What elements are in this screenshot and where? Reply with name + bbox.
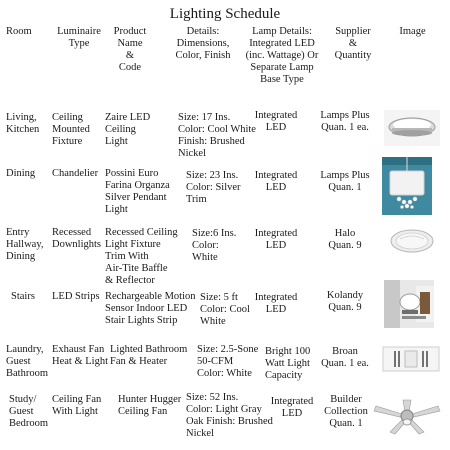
cell-room: Entry Hallway, Dining xyxy=(6,227,44,262)
cell-lamp: Integrated LED xyxy=(254,170,298,193)
led-strip-light-icon xyxy=(384,280,434,328)
cell-details: Size: 52 Ins. Color: Light Gray Oak Finish: Brushed Nickel xyxy=(186,392,273,439)
cell-lamp: Integrated LED xyxy=(270,396,314,419)
cell-luminaire: Ceiling Fan With Light xyxy=(52,394,102,417)
cell-luminaire: Exhaust Fan Heat & Light xyxy=(52,344,108,367)
cell-product: Recessed Ceiling Light Fixture Trim With Air-Tite Baffle & Reflector xyxy=(105,227,178,286)
ceiling-fan-icon xyxy=(372,398,442,438)
header-product: Product Name & Code xyxy=(113,26,147,73)
cell-supplier: Halo Quan. 9 xyxy=(328,228,362,251)
cell-product: Lighted Bathroom Fan & Heater xyxy=(110,344,188,367)
cell-details: Size: 17 Ins. Color: Cool White Finish: Brushed Nickel xyxy=(178,112,256,159)
cell-product: Hunter Hugger Ceiling Fan xyxy=(118,394,182,417)
header-room: Room xyxy=(6,26,32,37)
cell-lamp: Integrated LED xyxy=(254,228,298,251)
cell-room: Stairs xyxy=(11,291,35,302)
cell-luminaire: Chandelier xyxy=(52,168,99,179)
header-lamp: Lamp Details: Integrated LED (inc. Wattage) Or Separate Lamp Base Type xyxy=(245,26,319,85)
cell-supplier: Kolandy Quan. 9 xyxy=(326,290,364,313)
cell-supplier: Lamps Plus Quan. 1 xyxy=(320,170,370,193)
cell-room: Living, Kitchen xyxy=(6,112,40,135)
cell-product: Rechargeable Motion Sensor Indoor LED Stair Lights Strip xyxy=(105,291,196,326)
cell-lamp: Integrated LED xyxy=(254,292,298,315)
cell-supplier: Broan Quan. 1 ea. xyxy=(321,346,369,369)
cell-details: Size: 2.5-Sone 50-CFM Color: White xyxy=(197,344,259,379)
cell-luminaire: Ceiling Mounted Fixture xyxy=(52,112,90,147)
cell-lamp: Integrated LED xyxy=(254,110,298,133)
recessed-downlight-icon xyxy=(388,225,436,257)
cell-luminaire: LED Strips xyxy=(52,291,100,302)
cell-room: Laundry, Guest Bathroom xyxy=(6,344,48,379)
cell-details: Size: 23 Ins. Color: Silver Trim xyxy=(186,170,241,205)
flush-mount-light-icon xyxy=(384,110,440,146)
cell-details: Size: 5 ft Color: Cool White xyxy=(200,292,250,327)
cell-product: Zaire LED Ceiling Light xyxy=(105,112,151,147)
drum-chandelier-icon xyxy=(382,157,432,215)
cell-supplier: Builder Collection Quan. 1 xyxy=(324,394,368,429)
header-image: Image xyxy=(399,26,426,37)
header-supplier: Supplier & Quantity xyxy=(334,26,372,61)
cell-room: Study/ Guest Bedroom xyxy=(9,394,49,429)
cell-luminaire: Recessed Downlights xyxy=(52,227,102,250)
cell-product: Possini Euro Farina Organza Silver Pendant Light xyxy=(105,168,170,215)
exhaust-fan-icon xyxy=(381,341,441,377)
header-luminaire: Luminaire Type xyxy=(57,26,101,49)
page-title: Lighting Schedule xyxy=(169,6,281,22)
cell-room: Dining xyxy=(6,168,36,179)
cell-details: Size:6 Ins. Color: White xyxy=(192,228,237,263)
cell-lamp: Bright 100 Watt Light Capacity xyxy=(265,346,311,381)
cell-supplier: Lamps Plus Quan. 1 ea. xyxy=(320,110,370,133)
header-details: Details: Dimensions, Color, Finish xyxy=(175,26,231,61)
